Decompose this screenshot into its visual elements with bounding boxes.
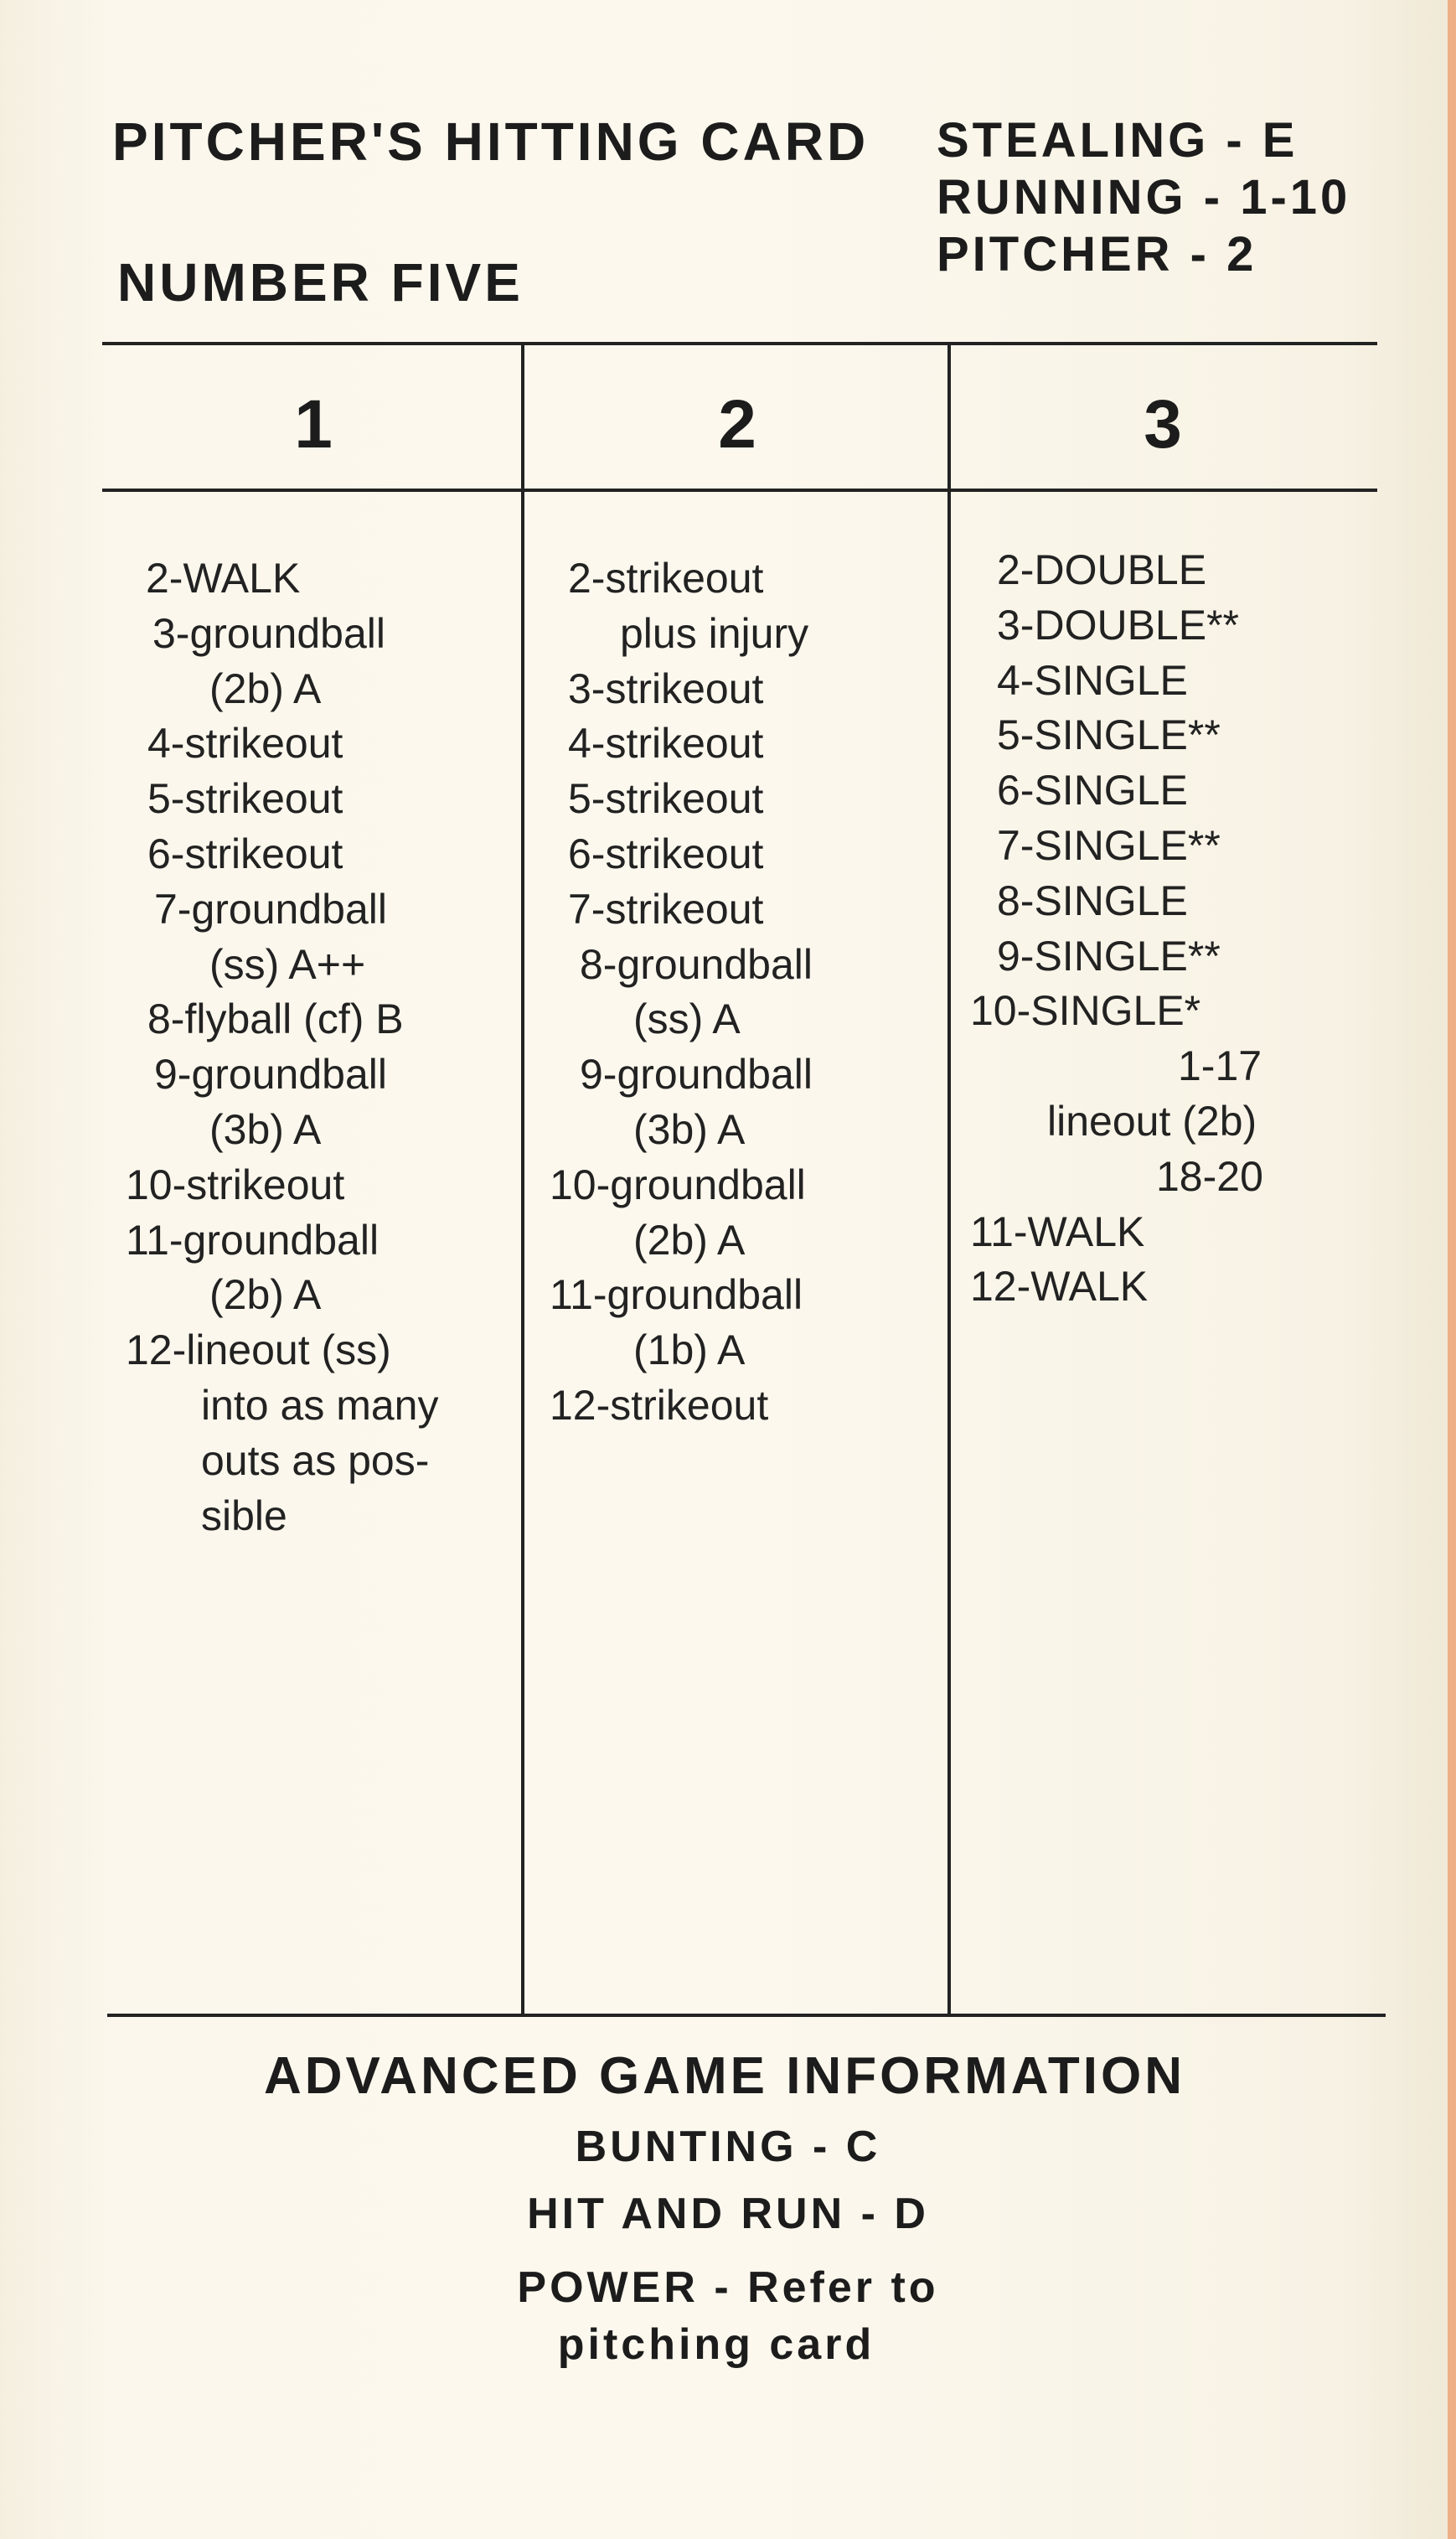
result-line: 4-strikeout [568, 720, 764, 768]
result-line: 5-strikeout [147, 775, 343, 823]
result-line: 10-strikeout [126, 1161, 345, 1208]
column-divider-2 [947, 344, 951, 2015]
result-line: plus injury [620, 609, 809, 657]
result-line: 1-17 [1178, 1042, 1262, 1090]
result-line: 9-SINGLE** [997, 932, 1221, 980]
result-line: 8-groundball [580, 940, 813, 988]
pitcher-rating: PITCHER - 2 [937, 227, 1257, 282]
result-line: 6-SINGLE [997, 767, 1188, 814]
result-line: (2b) A [633, 1216, 746, 1264]
column-3-results [970, 543, 1263, 1315]
card-subtitle: NUMBER FIVE [117, 252, 524, 313]
result-line: into as many [201, 1381, 439, 1429]
result-line: 4-SINGLE [997, 656, 1188, 704]
result-line: 2-strikeout [568, 555, 764, 602]
table-bottom-rule [107, 2014, 1386, 2017]
power-rating-line1: POWER - Refer to [517, 2263, 939, 2312]
result-line: 2-DOUBLE [997, 546, 1207, 593]
result-line: 9-groundball [154, 1051, 387, 1099]
result-line: 6-strikeout [147, 830, 343, 877]
column-header-3: 3 [1144, 386, 1182, 463]
result-line: sible [201, 1492, 287, 1539]
result-line: 11-groundball [550, 1271, 803, 1319]
player-ratings [937, 112, 1350, 283]
column-header-2: 2 [718, 386, 756, 463]
result-line: (3b) A [633, 1105, 746, 1153]
result-line: (3b) A [209, 1105, 322, 1153]
result-line: (ss) A [633, 995, 741, 1043]
column-2-results [550, 551, 813, 1434]
result-line: 7-SINGLE** [997, 821, 1221, 869]
result-line: (ss) A++ [209, 940, 366, 988]
result-line: lineout (2b) [1047, 1097, 1257, 1145]
column-1-results [126, 551, 438, 1544]
result-line: 3-groundball [152, 609, 385, 657]
result-line: 7-groundball [154, 885, 387, 933]
result-line: 11-WALK [970, 1207, 1145, 1255]
result-line: 12-lineout (ss) [126, 1326, 391, 1374]
result-line: 12-strikeout [550, 1381, 769, 1429]
result-line: 8-flyball (cf) B [147, 995, 404, 1043]
result-line: 5-SINGLE** [997, 711, 1221, 759]
result-line: 5-strikeout [568, 775, 764, 823]
result-line: 4-strikeout [147, 720, 343, 768]
result-line: 10-SINGLE* [970, 987, 1201, 1035]
result-line: 12-WALK [970, 1263, 1149, 1311]
running-rating: RUNNING - 1-10 [937, 170, 1351, 225]
stealing-rating: STEALING - E [937, 113, 1299, 168]
result-line: 2-WALK [146, 555, 301, 602]
table-top-rule [102, 342, 1377, 345]
column-divider-1 [521, 344, 524, 2015]
result-line: outs as pos- [201, 1436, 430, 1484]
result-line: 3-DOUBLE** [997, 601, 1239, 649]
result-line: 11-groundball [126, 1216, 379, 1264]
power-rating-line2: pitching card [557, 2320, 875, 2369]
result-line: 9-groundball [580, 1051, 813, 1099]
card-title: PITCHER'S HITTING CARD [112, 111, 870, 172]
result-line: (2b) A [209, 664, 322, 712]
bunting-rating: BUNTING - C [575, 2123, 881, 2171]
result-line: (2b) A [209, 1271, 322, 1319]
hit-and-run-rating: HIT AND RUN - D [527, 2190, 929, 2238]
result-line: 10-groundball [550, 1161, 806, 1208]
advanced-info-heading: ADVANCED GAME INFORMATION [264, 2047, 1185, 2105]
result-line: 3-strikeout [568, 664, 764, 712]
table-header-rule [102, 489, 1377, 492]
result-line: 8-SINGLE [997, 876, 1188, 924]
column-header-1: 1 [294, 386, 333, 463]
result-line: (1b) A [633, 1326, 746, 1374]
result-line: 6-strikeout [568, 830, 764, 877]
result-line: 18-20 [1156, 1152, 1263, 1200]
result-line: 7-strikeout [568, 885, 764, 933]
